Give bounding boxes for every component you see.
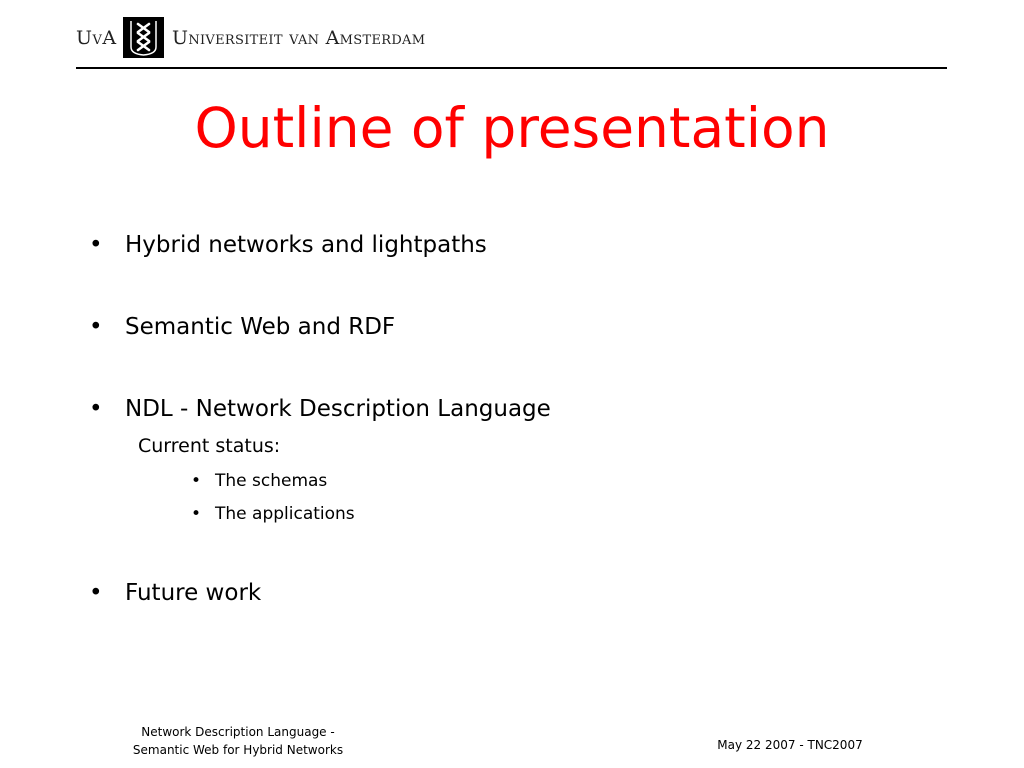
sub-bullet-text: The applications [215, 504, 355, 524]
sub-bullet-text: The schemas [215, 471, 328, 491]
bullet-glyph: • [89, 396, 103, 422]
slide-title: Outline of presentation [194, 96, 830, 160]
bullet-glyph: • [191, 471, 202, 491]
footer-presentation-title [108, 723, 368, 759]
slide-header [0, 0, 1024, 70]
uva-wordmark: UvA [76, 27, 117, 49]
bullet-text: Future work [125, 580, 262, 606]
bullet-item [89, 396, 551, 422]
bullet-item [89, 580, 262, 606]
bullet-glyph: • [89, 232, 103, 258]
bullet-glyph: • [191, 504, 202, 524]
sub-heading: Current status: [138, 435, 281, 457]
bullet-text: Semantic Web and RDF [125, 314, 396, 340]
bullet-item [89, 232, 487, 258]
bullet-glyph: • [89, 580, 103, 606]
university-crest-icon [123, 17, 164, 58]
bullet-text: NDL - Network Description Language [125, 396, 551, 422]
footer-line: Semantic Web for Hybrid Networks [132, 743, 344, 757]
header-rule [76, 67, 947, 69]
bullet-glyph: • [89, 314, 103, 340]
sub-bullet-item [191, 471, 328, 491]
footer-line: Network Description Language - [141, 725, 335, 739]
university-name: Universiteit van Amsterdam [172, 27, 426, 49]
bullet-text: Hybrid networks and lightpaths [125, 232, 487, 258]
sub-bullet-item [191, 504, 355, 524]
footer-date-event: May 22 2007 - TNC2007 [717, 738, 863, 752]
bullet-item [89, 314, 396, 340]
